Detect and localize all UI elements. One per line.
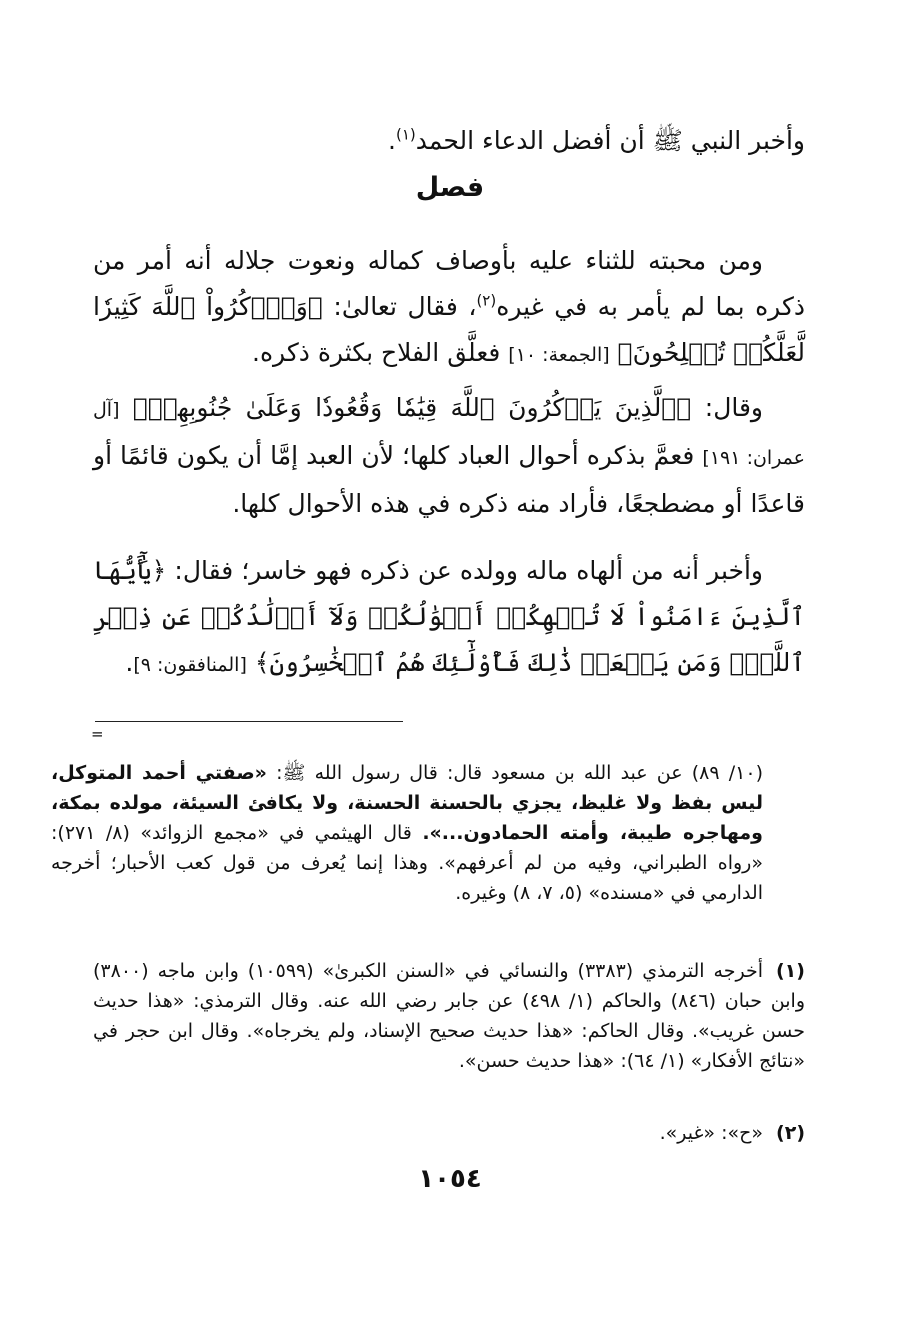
quran-verse-al-imran: ﴿ٱلَّذِينَ يَذۡكُرُونَ ٱللَّهَ قِيَٰمٗا وَقُعُودٗا وَعَلَىٰ جُنُوبِهِمۡ﴾ [132,393,692,422]
footnote-2-text: «ح»: «غير». [659,1122,763,1144]
paragraph-1-end: . [388,126,396,155]
paragraph-4 [93,548,805,688]
footnote-continued-text-2: قال الهيثمي في «مجمع الزوائد» (٨/ ٢٧١): «رواه الطبراني، وفيه من لم أعرفهم». وهذا إنما يُعرف من قول كعب الأحبار؛ أخرجه الدارمي في «مسنده» (٥، ٧، ٨) وغيره. [51,822,763,904]
footnote-1-text: أخرجه الترمذي (٣٣٨٣) والنسائي في «السنن الكبرىٰ» (١٠٥٩٩) وابن ماجه (٣٨٠٠) وابن حبان (٨٤٦) والحاكم (١/ ٤٩٨) عن جابر رضي الله عنه. وقال الترمذي: «هذا حديث حسن غريب». وقال الحاكم: «هذا حديث صحيح الإسناد، ولم يخرجاه». وقال ابن حجر في «نتائج الأفكار» (١/ ٦٤): «هذا حديث حسن». [93,960,805,1072]
paragraph-4-end: . [125,648,134,677]
page-number: ١٠٥٤ [418,1164,482,1194]
paragraph-2-text-3: فعلَّق الفلاح بكثرة ذكره. [252,338,501,367]
paragraph-3 [93,385,805,527]
verse-reference-al-imran: [آل عمران: ١٩١] [93,399,806,469]
paragraph-1 [93,118,805,164]
quran-verse-jumuah: ﴿وَٱذۡكُرُواْ ٱللَّهَ كَثِيرٗا لَّعَلَّكُمۡ تُفۡلِحُونَ﴾ [93,292,805,367]
footnote-2 [93,1118,805,1148]
paragraph-1-text: وأخبر النبي ﷺ أن أفضل الدعاء الحمد [415,126,805,155]
footnote-ref-2[interactable]: (٢) [476,291,497,310]
paragraph-2-text-2: ، فقال تعالىٰ: [333,292,477,321]
footnote-ref-1[interactable]: (١) [395,125,416,144]
footnote-continued [51,758,805,908]
footnote-1-number: (١) [775,960,805,982]
verse-reference-munafiqun: [المنافقون: ٩] [133,654,247,676]
paragraph-3-text-2: فعمَّ بذكره أحوال العباد كلها؛ لأن العبد إمَّا أن يكون قائمًا أو قاعدًا أو مضطجعًا، فأراد منه ذكره في هذه الأحوال كلها. [93,441,805,518]
footnote-1 [93,956,805,1076]
footnote-continuation-mark: = [91,725,104,743]
paragraph-2-text-1: ومن محبته للثناء عليه بأوصاف كماله ونعوت جلاله أنه أمر من ذكره بما لم يأمر به في غيره [93,246,805,321]
footnote-continued-quote: «صفتي أحمد المتوكل، ليس بفظ ولا غليظ، يجزي بالحسنة الحسنة، ولا يكافئ السيئة، مولده بمكة، ومهاجره طيبة، وأمته الحمادون...». [51,762,763,844]
verse-reference-jumuah: [الجمعة: ١٠] [508,344,610,366]
paragraph-3-text-1: وقال: [704,393,763,422]
section-heading: فصل [415,172,485,203]
paragraph-2 [93,238,805,378]
footnote-2-number: (٢) [776,1122,805,1144]
footnote-continued-text-1: (١٠/ ٨٩) عن عبد الله بن مسعود قال: قال رسول الله ﷺ: [276,762,763,784]
paragraph-4-text-1: وأخبر أنه من ألهاه ماله وولده عن ذكره فهو خاسر؛ فقال: [174,556,763,585]
quran-verse-munafiqun: ﴿يَٰٓأَيُّهَا ٱلَّذِينَ ءَامَنُواْ لَا تُلۡهِكُمۡ أَمۡوَٰلُكُمۡ وَلَآ أَوۡلَٰدُكُمۡ عَن ذِكۡرِ ٱللَّهِۚ وَمَن يَفۡعَلۡ ذَٰلِكَ فَأُوْلَٰٓئِكَ هُمُ ٱلۡخَٰسِرُونَ﴾ [93,556,805,677]
footnote-separator-line [95,721,403,722]
